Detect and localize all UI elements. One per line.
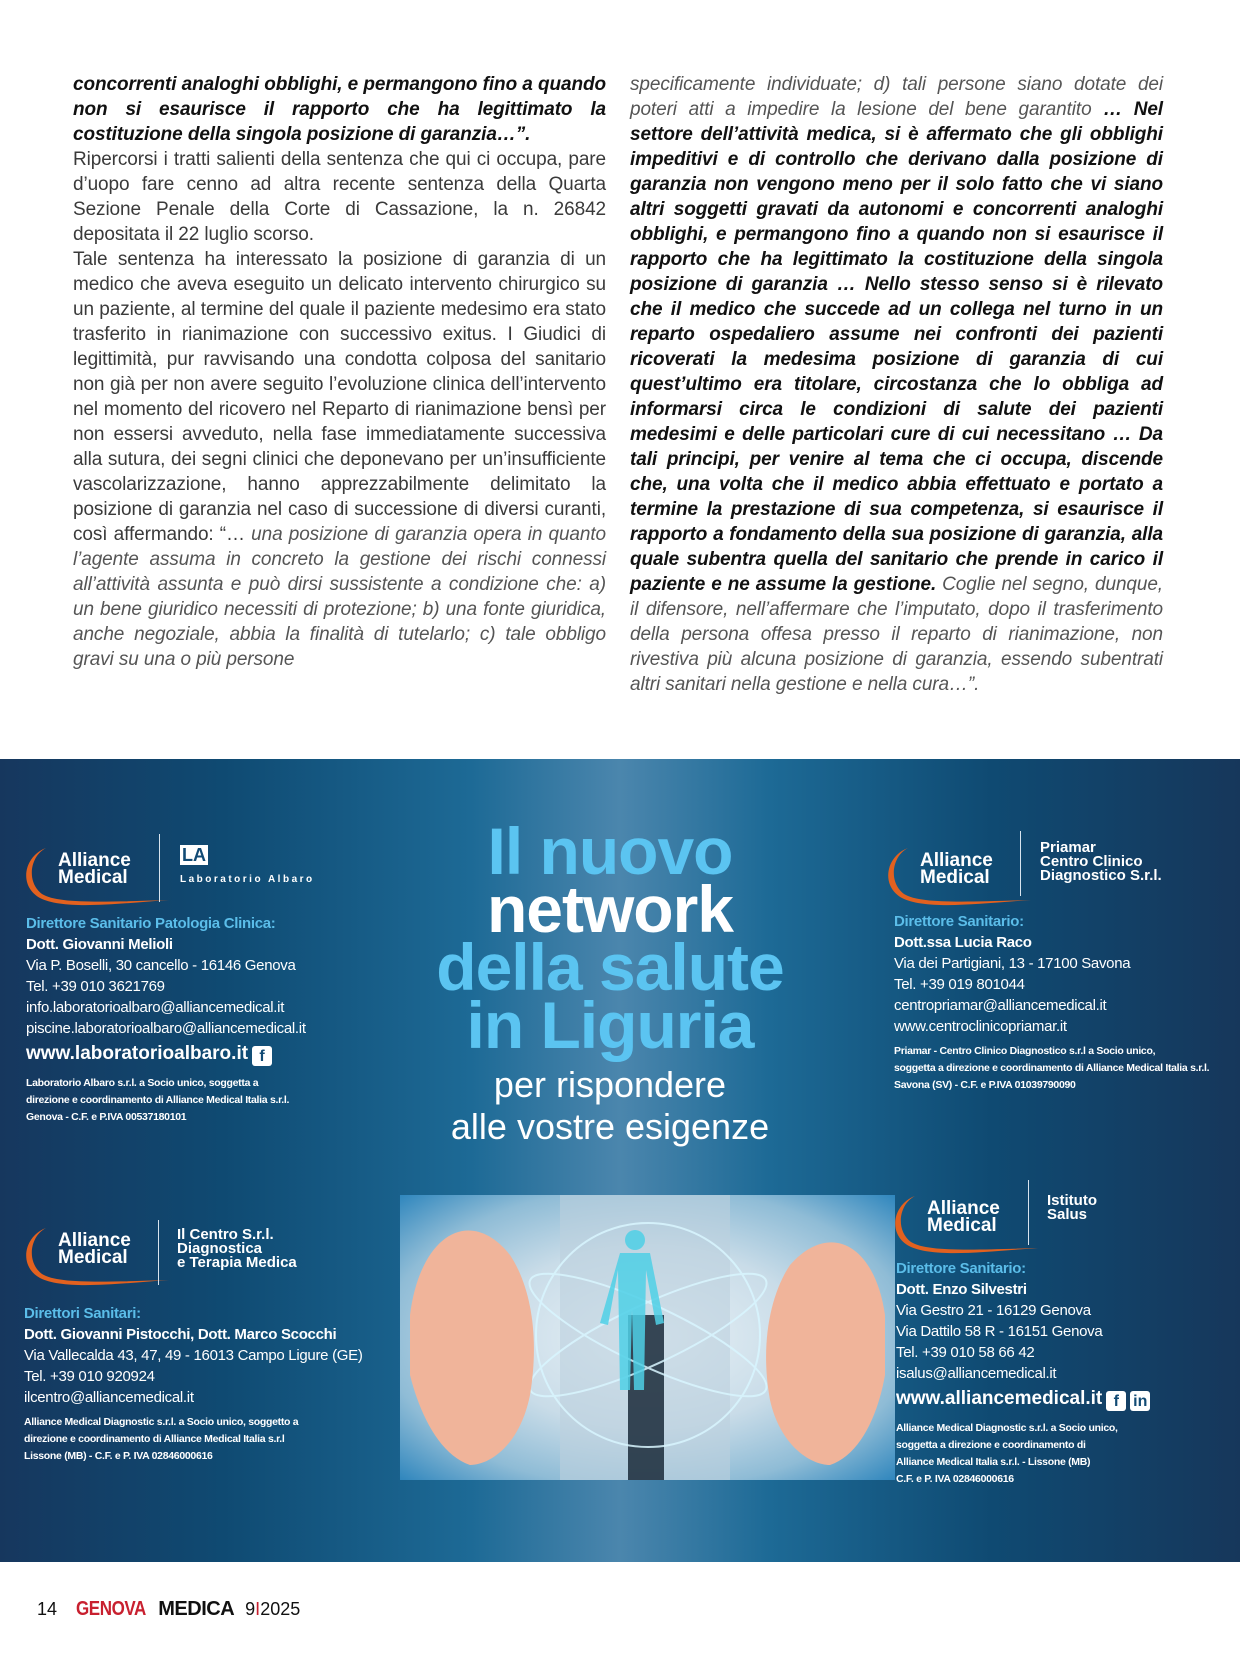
legal-notice [26, 1075, 306, 1126]
brand-line: Alliance [58, 850, 131, 871]
article-paragraph [73, 72, 606, 147]
legal-notice [894, 1043, 1209, 1094]
hands-hologram-photo [400, 1195, 895, 1480]
director-heading: Direttori Sanitari: [24, 1305, 141, 1322]
legal-line: Genova - C.F. e P.IVA 00537180101 [26, 1111, 187, 1123]
partner-name-line: Priamar [1040, 839, 1096, 856]
contact-block-salus [896, 1258, 1150, 1488]
logo-divider [1028, 1180, 1029, 1245]
partner-name-line: e Terapia Medica [177, 1254, 297, 1271]
legal-line: Laboratorio Albaro s.r.l. a Socio unico, soggetta a [26, 1077, 259, 1089]
director-name: Dott. Giovanni Pistocchi, Dott. Marco Scocchi [24, 1326, 337, 1343]
partner-name-line: Istituto [1047, 1192, 1097, 1209]
article-paragraph [73, 147, 606, 247]
director-name: Dott.ssa Lucia Raco [894, 934, 1032, 951]
legal-line: soggetta a direzione e coordinamento di Alliance Medical Italia s.r.l. [894, 1062, 1210, 1074]
legal-line: Savona (SV) - C.F. e P.IVA 01039790090 [894, 1079, 1076, 1091]
legal-line: soggetta a direzione e coordinamento di [896, 1439, 1086, 1451]
text-segment: Coglie nel segno, dunque, il difensore, nell’affermare che l’imputato, dopo il trasferimento della persona offesa presso il reparto di rianimazione, non rivestiva più alcuna posizione di garanzia, essendo subentrati altri sanitari nella gestione e nella cura…”. [630, 574, 1163, 695]
brand-name [58, 1232, 131, 1266]
partner-name [177, 1228, 297, 1270]
contact-block-centro [24, 1303, 363, 1465]
contact-line[interactable]: info.laboratorioalbaro@alliancemedical.it [26, 999, 285, 1016]
alliance-medical-logo [893, 1190, 1043, 1260]
ad-headline [380, 814, 840, 1148]
brand-line: Alliance [58, 1230, 131, 1251]
contact-line: Via Vallecalda 43, 47, 49 - 16013 Campo Ligure (GE) [24, 1347, 363, 1364]
brand-line: Medical [927, 1215, 997, 1236]
linkedin-icon[interactable]: in [1130, 1391, 1150, 1411]
partner-name-line: Il Centro S.r.l. [177, 1226, 274, 1243]
contact-line: Via P. Boselli, 30 cancello - 16146 Genova [26, 957, 296, 974]
laboratorio-albaro-logo [180, 845, 315, 885]
contact-line: Tel. +39 010 920924 [24, 1368, 155, 1385]
subline [380, 1064, 840, 1148]
facebook-icon[interactable]: f [252, 1046, 272, 1066]
logo-divider [159, 834, 160, 902]
legal-line: Alliance Medical Diagnostic s.r.l. a Socio unico, [896, 1422, 1118, 1434]
subline-line: per rispondere [493, 1064, 727, 1105]
alliance-medical-logo [24, 842, 174, 912]
contact-line: Via dei Partigiani, 13 - 17100 Savona [894, 955, 1131, 972]
article-paragraph [630, 72, 1163, 697]
legal-line: Priamar - Centro Clinico Diagnostico s.r.l a Socio unico, [894, 1045, 1156, 1057]
partner-name-line: Diagnostica [177, 1240, 263, 1257]
contact-line[interactable]: isalus@alliancemedical.it [896, 1365, 1057, 1382]
legal-line: Alliance Medical Diagnostic s.r.l. a Socio unico, soggetto a [24, 1416, 299, 1428]
text-segment: … Nel settore dell’attività medica, si è affermato che gli obblighi impeditivi e di controllo che derivano dalla posizione di garanzia non vengono meno per il solo fatto che vi siano altri soggetti gravati da autonomi e concorrenti analoghi obblighi, e permangono fino a quando non si esaurisce il rapporto che ha legittimato la costituzione della singola posizione di garanzia … Nello stesso senso si è rilevato che il medico che succede ad un collega nel turno in un reparto ospedaliero assume nei confronti dei pazienti ricoverati la medesima posizione di garanzia di cui quest’ultimo era titolare, circostanza che lo obbliga ad informarsi circa le condizioni di salute dei pazienti medesimi e delle particolari cure di cui necessitano … Da tali principi, per venire al tema che ci occupa, discende che, una volta che il medico abbia effettuato e portato a termine la prestazione di sua competenza, si esaurisce il rapporto a fondamento della sua posizione di garanzia, alla quale subentra quella del sanitario che prende in carico il paziente e ne assume la gestione. [630, 99, 1163, 595]
contact-line: Tel. +39 010 58 66 42 [896, 1344, 1035, 1361]
albaro-mark: LA [182, 845, 206, 865]
legal-line: direzione e coordinamento di Alliance Medical Italia s.r.l [24, 1433, 285, 1445]
page-footer [37, 1598, 300, 1621]
text-segment: concorrenti analoghi obblighi, e permangono fino a quando non si esaurisce il rapporto che ha legittimato la costituzione della singola posizione di garanzia…”. [73, 74, 606, 145]
contact-line: Tel. +39 010 3621769 [26, 978, 165, 995]
brand-line: Medical [58, 1247, 128, 1268]
legal-line: Alliance Medical Italia s.r.l. - Lissone (MB) [896, 1456, 1091, 1468]
director-heading: Direttore Sanitario: [894, 913, 1024, 930]
brand-line: Medical [58, 867, 128, 888]
brand-name [927, 1200, 1000, 1234]
website-link[interactable]: www.alliancemedical.it [896, 1388, 1103, 1409]
partner-name [1047, 1194, 1097, 1222]
legal-notice [24, 1414, 363, 1465]
logo-divider [1020, 831, 1021, 896]
director-heading: Direttore Sanitario: [896, 1260, 1026, 1277]
alliance-medical-logo [886, 842, 1036, 912]
headline-line: network [486, 872, 734, 946]
page-number: 14 [37, 1599, 58, 1619]
contact-block-priamar [894, 911, 1209, 1094]
text-segment: Tale sentenza ha interessato la posizione di garanzia di un medico che aveva eseguito un delicato intervento chirurgico su un paziente, al termine del quale il paziente medesimo era stato trasferito in rianimazione con successivo exitus. I Giudici di legittimità, pur ravvisando una condotta colposa del sanitario non già per non avere seguito l’evoluzione clinica dell’intervento nel momento del ricovero nel Reparto di rianimazione bensì per non essersi avveduto, nella fase immediatamente successiva alla sutura, dei segni clinici che deponevano per un’insufficiente vascolarizzazione, hanno apprezzabilmente delimitato la posizione di garanzia nel caso di successione di diversi curanti, così affermando: “… [73, 249, 606, 545]
brand-line: Alliance [920, 850, 993, 871]
contact-line[interactable]: piscine.laboratorioalbaro@alliancemedical.it [26, 1020, 306, 1037]
contact-block-albaro [26, 913, 306, 1126]
subline-line: alle vostre esigenze [450, 1106, 770, 1147]
facebook-icon[interactable]: f [1106, 1391, 1126, 1411]
brand-line: Alliance [927, 1198, 1000, 1219]
website-row [896, 1384, 1150, 1414]
text-segment: una posizione di garanzia opera in quanto l’agente assuma in concreto la gestione dei rischi connessi all’attività assunta e può dirsi sussistente a condizione che: a) un bene giuridico necessiti di protezione; b) una fonte giuridica, anche negoziale, abbia la finalità di tutelarlo; c) tale obbligo gravi su una o più persone [73, 524, 607, 670]
website-link[interactable]: www.laboratorioalbaro.it [26, 1043, 249, 1064]
legal-notice [896, 1420, 1150, 1488]
legal-line: C.F. e P. IVA 02846000616 [896, 1473, 1014, 1485]
article-paragraph [73, 247, 606, 672]
brand-line: Medical [920, 867, 990, 888]
partner-name-line: Diagnostico S.r.l. [1040, 867, 1162, 884]
text-segment: specificamente individuate; d) tali persone siano dotate dei poteri atti a impedire la lesione del bene garantito [630, 74, 1163, 120]
article-right-column [630, 72, 1163, 697]
director-name: Dott. Enzo Silvestri [896, 1281, 1027, 1298]
headline-line: Il nuovo [487, 814, 733, 888]
magazine-name-medica: MEDICA [158, 1598, 235, 1620]
contact-line[interactable]: ilcentro@alliancemedical.it [24, 1389, 194, 1406]
legal-line: direzione e coordinamento di Alliance Medical Italia s.r.l. [26, 1094, 290, 1106]
magazine-name-genova: GENOVA [76, 1598, 146, 1620]
contact-line[interactable]: www.centroclinicopriamar.it [894, 1018, 1067, 1035]
brand-name [58, 852, 131, 886]
headline-line: in Liguria [466, 988, 754, 1062]
contact-line: Tel. +39 019 801044 [894, 976, 1025, 993]
brand-name [920, 852, 993, 886]
partner-name-line: Salus [1047, 1206, 1088, 1223]
director-name: Dott. Giovanni Melioli [26, 936, 173, 953]
website-row [26, 1039, 306, 1069]
legal-line: Lissone (MB) - C.F. e P. IVA 02846000616 [24, 1450, 213, 1462]
alliance-medical-logo [24, 1222, 174, 1292]
partner-name [1040, 841, 1162, 883]
issue-number: 9I2025 [245, 1599, 301, 1619]
text-segment: Ripercorsi i tratti salienti della sentenza che qui ci occupa, pare d’uopo fare cenno ad altra recente sentenza della Quarta Sezione Penale della Corte di Cassazione, la n. 26842 depositata il 22 luglio scorso. [73, 149, 606, 245]
headline-line: della salute [436, 930, 784, 1004]
human-hologram-illustration [400, 1195, 895, 1480]
contact-line: Via Gestro 21 - 16129 Genova [896, 1302, 1091, 1319]
contact-line: Via Dattilo 58 R - 16151 Genova [896, 1323, 1103, 1340]
albaro-name: Laboratorio Albaro [180, 874, 315, 885]
contact-line[interactable]: centropriamar@alliancemedical.it [894, 997, 1107, 1014]
article-left-column [73, 72, 606, 672]
director-heading: Direttore Sanitario Patologia Clinica: [26, 915, 276, 932]
logo-divider [158, 1220, 159, 1285]
partner-name-line: Centro Clinico [1040, 853, 1143, 870]
